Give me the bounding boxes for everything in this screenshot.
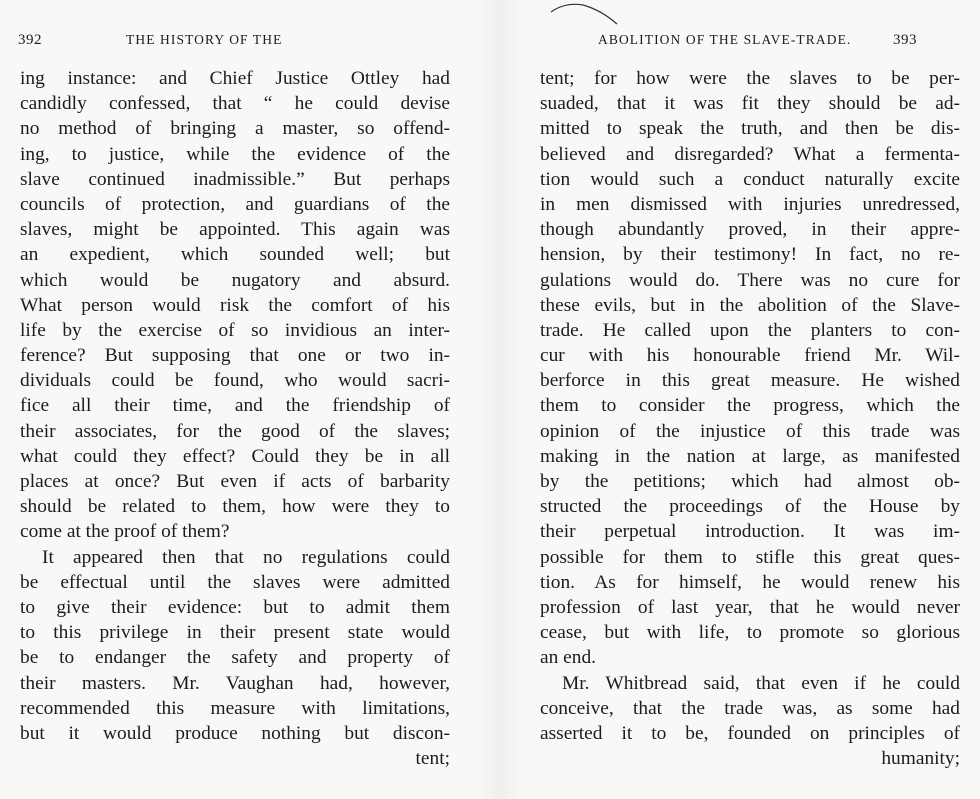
text-line: dividuals could be found, who would sacri- <box>20 370 450 392</box>
text-line: asserted it to be, founded on principles of <box>540 722 960 744</box>
paragraph-start-line: Mr. Whitbread said, that even if he could <box>562 672 960 694</box>
text-line: ing, to justice, while the evidence of the <box>20 143 450 165</box>
text-line: mitted to speak the truth, and then be dis- <box>540 118 960 140</box>
text-line: by the petitions; which had almost ob- <box>540 471 960 492</box>
text-line: but it would produce nothing but discon- <box>20 722 450 744</box>
text-line: come at the proof of them? <box>20 521 230 543</box>
catchword: humanity; <box>881 748 960 770</box>
text-line: though abundantly proved, in their appre- <box>540 219 960 241</box>
text-line: opinion of the injustice of this trade was <box>540 420 960 442</box>
text-line: their associates, for the good of the slaves; <box>20 420 450 442</box>
text-line: possible for them to stifle this great ques- <box>540 546 960 568</box>
text-line: fice all their time, and the friendship of <box>20 395 450 417</box>
page-number: 393 <box>893 32 917 48</box>
text-line: tion. As for himself, he would renew his <box>540 571 960 593</box>
text-line: councils of protection, and guardians of the <box>20 193 450 215</box>
text-line: believed and disregarded? What a fermenta- <box>540 143 960 165</box>
text-line: cur with his honourable friend Mr. Wil- <box>540 345 960 367</box>
catchword: tent; <box>415 748 450 770</box>
text-line: What person would risk the comfort of his <box>20 294 450 316</box>
text-line: them to consider the progress, which the <box>540 395 960 417</box>
text-line: which would be nugatory and absurd. <box>20 269 450 291</box>
text-line: structed the proceedings of the House by <box>540 496 960 518</box>
text-line: their masters. Mr. Vaughan had, however, <box>20 672 450 694</box>
text-line: ference? But supposing that one or two in- <box>20 345 450 367</box>
running-head: ABOLITION OF THE SLAVE-TRADE. <box>598 32 852 47</box>
text-line: ing instance: and Chief Justice Ottley had <box>20 68 450 89</box>
body-text <box>20 66 450 771</box>
text-line: these evils, but in the abolition of the Slave- <box>540 294 960 316</box>
text-line: be to endanger the safety and property of <box>20 647 450 669</box>
text-line: life by the exercise of so invidious an inter- <box>20 319 450 341</box>
page-number: 392 <box>18 32 42 48</box>
text-line: suaded, that it was fit they should be ad- <box>540 93 960 115</box>
text-line: places at once? But even if acts of barbarity <box>20 471 450 492</box>
text-line: should be related to them, how were they to <box>20 496 450 518</box>
text-line: berforce in this great measure. He wished <box>540 370 960 392</box>
text-line: trade. He called upon the planters to con- <box>540 319 960 341</box>
text-line: slaves, might be appointed. This again was <box>20 219 450 241</box>
text-line: cease, but with life, to promote so glorious <box>540 622 960 644</box>
text-line: slave continued inadmissible.” But perhaps <box>20 168 450 190</box>
text-line: candidly confessed, that “ he could devise <box>20 93 450 115</box>
paragraph-start-line: It appeared then that no regulations could <box>42 546 450 568</box>
text-line: profession of last year, that he would never <box>540 596 960 618</box>
text-line: making in the nation at large, as manifested <box>540 445 960 467</box>
text-line: gulations would do. There was no cure for <box>540 269 960 291</box>
text-line: an expedient, which sounded well; but <box>20 244 450 266</box>
text-line: tion would such a conduct naturally excite <box>540 168 960 190</box>
text-line: their perpetual introduction. It was im- <box>540 521 960 543</box>
text-line: an end. <box>540 647 596 669</box>
text-line: no method of bringing a master, so offend- <box>20 118 450 140</box>
text-line: in men dismissed with injuries unredressed, <box>540 193 960 215</box>
body-text <box>540 66 960 771</box>
text-line: be effectual until the slaves were admitted <box>20 571 450 593</box>
right-page <box>520 0 980 799</box>
text-line: to this privilege in their present state would <box>20 622 450 644</box>
text-line: what could they effect? Could they be in all <box>20 445 450 467</box>
running-head: THE HISTORY OF THE <box>126 32 283 47</box>
text-line: to give their evidence: but to admit them <box>20 596 450 618</box>
text-line: recommended this measure with limitations, <box>20 697 450 719</box>
text-line: tent; for how were the slaves to be per- <box>540 68 960 89</box>
text-line: conceive, that the trade was, as some had <box>540 697 960 719</box>
text-line: hension, by their testimony! In fact, no re- <box>540 244 960 266</box>
